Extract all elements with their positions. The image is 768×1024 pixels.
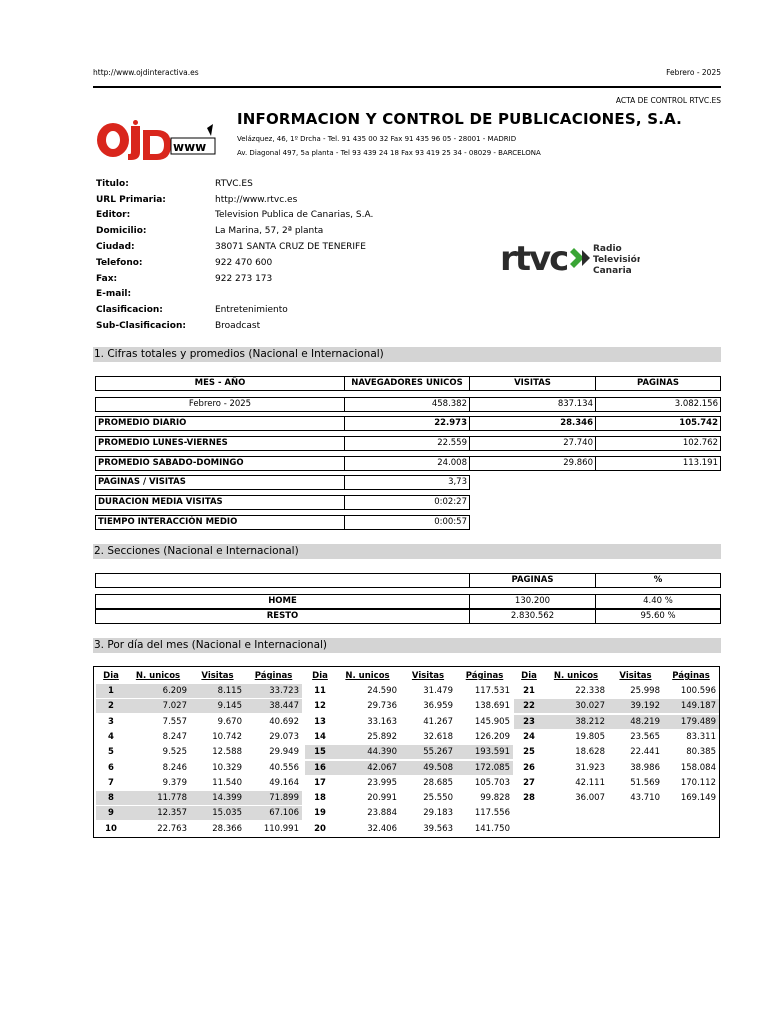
metric-label: TIEMPO INTERACCIÓN MEDIO [95, 515, 345, 530]
month-cell: 3.082.156 [595, 397, 721, 412]
day-value: 49.164 [269, 777, 299, 788]
day-value: 41.267 [423, 716, 453, 727]
day-value: 10.742 [212, 731, 242, 742]
info-label: Clasificacion: [96, 305, 163, 316]
day-value: 38.986 [630, 762, 660, 773]
day-value: 38.447 [245, 699, 302, 713]
day-value: 83.311 [686, 731, 716, 742]
day-value: 36.959 [423, 701, 453, 712]
info-label: URL Primaria: [96, 194, 166, 205]
column-header: VISITAS [469, 376, 596, 391]
info-label: Titulo: [96, 178, 129, 189]
info-value: 922 273 173 [215, 273, 273, 284]
day-value: 28.685 [423, 777, 453, 788]
day-value: 9.145 [190, 699, 245, 713]
day-value: 29.949 [269, 747, 299, 758]
day-number: 28 [523, 793, 535, 804]
day-value: 193.591 [456, 745, 513, 759]
day-value: 33.163 [367, 716, 397, 727]
average-cell: 28.346 [469, 416, 596, 431]
day-number: 13 [314, 716, 326, 727]
day-column-header: Visitas [619, 671, 652, 681]
section-cell: 4.40 % [595, 594, 721, 609]
info-row [96, 271, 373, 287]
info-value: 38071 SANTA CRUZ DE TENERIFE [215, 242, 366, 253]
day-value: 110.991 [263, 823, 299, 834]
day-value: 25.550 [423, 793, 453, 804]
column-header [95, 573, 470, 588]
metric-value: 0:00:57 [344, 515, 470, 530]
svg-text:rtvc: rtvc [500, 239, 568, 278]
day-value: 117.531 [474, 686, 510, 696]
day-number: 6 [108, 762, 114, 773]
day-value: 6.209 [126, 684, 190, 698]
svg-text:Canaria: Canaria [593, 266, 632, 276]
average-cell: PROMEDIO LUNES-VIERNES [95, 436, 345, 451]
info-row [96, 255, 373, 271]
ojd-logo [95, 120, 220, 164]
day-value: 80.385 [686, 747, 716, 758]
day-value: 22.763 [157, 823, 187, 834]
info-value: Television Publica de Canarias, S.A. [215, 210, 374, 221]
day-column-header: Páginas [672, 671, 710, 681]
info-row [96, 287, 373, 303]
day-value: 40.556 [269, 762, 299, 773]
day-value: 7.557 [162, 716, 187, 727]
day-value: 25.892 [367, 731, 397, 742]
day-number: 19 [314, 808, 326, 819]
day-value: 20.991 [367, 793, 397, 804]
day-value: 149.187 [663, 699, 719, 713]
info-row [96, 208, 373, 224]
day-value: 29.073 [269, 731, 299, 742]
day-column-header: Visitas [411, 671, 445, 681]
day-value: 42.111 [575, 777, 605, 788]
day-number: 27 [523, 777, 535, 788]
day-number: 18 [314, 793, 326, 804]
info-label: Domicilio: [96, 226, 147, 237]
day-value: 40.692 [269, 716, 299, 727]
day-value: 14.399 [190, 791, 245, 805]
day-value: 28.366 [212, 823, 242, 834]
day-number: 7 [108, 777, 114, 788]
day-value: 18.628 [575, 747, 605, 758]
day-value: 44.390 [335, 745, 400, 759]
day-value: 31.923 [575, 762, 605, 773]
day-value: 12.357 [126, 806, 190, 820]
day-value: 55.267 [400, 745, 456, 759]
day-value: 172.085 [456, 761, 513, 775]
day-column-header: Dia [312, 671, 328, 681]
day-value: 36.007 [575, 793, 605, 804]
column-header: MES - AÑO [95, 376, 345, 391]
day-value: 11.540 [212, 777, 242, 788]
day-value: 9.379 [162, 777, 187, 788]
day-number: 25 [523, 747, 535, 758]
day-value: 126.209 [474, 731, 510, 742]
section-2-title: 2. Secciones (Nacional e Internacional) [93, 544, 721, 559]
column-header: PAGINAS [469, 573, 596, 588]
company-name: INFORMACION Y CONTROL DE PUBLICACIONES, S.A. [237, 110, 683, 128]
day-number: 23 [514, 715, 544, 729]
day-value: 158.084 [680, 762, 716, 773]
day-value: 7.027 [126, 699, 190, 713]
day-number: 11 [314, 686, 326, 696]
day-number: 10 [105, 823, 117, 834]
day-column-header: Páginas [254, 671, 293, 681]
info-row [96, 223, 373, 239]
metric-label: DURACION MEDIA VISITAS [95, 495, 345, 510]
day-value: 170.112 [680, 777, 716, 788]
day-number: 5 [108, 747, 114, 758]
day-column-header: Dia [103, 671, 119, 681]
day-value: 31.479 [423, 686, 453, 696]
average-cell: 113.191 [595, 456, 721, 471]
day-value: 29.183 [423, 808, 453, 819]
metric-value: 3,73 [344, 475, 470, 490]
day-value: 22.441 [630, 747, 660, 758]
day-number: 22 [514, 699, 544, 713]
column-header: PAGINAS [595, 376, 721, 391]
info-label: Editor: [96, 210, 131, 221]
day-value: 51.569 [630, 777, 660, 788]
day-column-header: Visitas [201, 671, 234, 681]
day-value: 38.212 [544, 715, 608, 729]
day-value: 145.905 [474, 716, 510, 727]
info-value: Entretenimiento [215, 305, 288, 316]
metric-value: 0:02:27 [344, 495, 470, 510]
day-number: 26 [523, 762, 535, 773]
day-value: 8.247 [162, 731, 187, 742]
day-number: 21 [523, 686, 535, 696]
average-cell: 27.740 [469, 436, 596, 451]
day-value: 8.115 [190, 684, 245, 698]
day-value: 179.489 [663, 715, 719, 729]
day-column-header: N. unicos [345, 671, 390, 681]
day-value: 10.329 [212, 762, 242, 773]
average-cell: 22.559 [344, 436, 470, 451]
day-value: 15.035 [190, 806, 245, 820]
day-value: 32.406 [367, 823, 397, 834]
day-value: 48.219 [608, 715, 663, 729]
day-column-header: N. unicos [553, 671, 599, 681]
rtvc-logo [500, 238, 640, 282]
acta-label: ACTA DE CONTROL RTVC.ES [615, 96, 721, 105]
day-value: 29.736 [367, 701, 397, 712]
day-value: 24.590 [367, 686, 397, 696]
info-label: E-mail: [96, 289, 132, 300]
day-number: 24 [523, 731, 535, 742]
section-3-title: 3. Por día del mes (Nacional e Internacional) [93, 638, 721, 653]
day-value: 32.618 [423, 731, 453, 742]
average-cell: 22.973 [344, 416, 470, 431]
day-number: 9 [96, 806, 126, 820]
day-value: 39.192 [608, 699, 663, 713]
info-row [96, 192, 373, 208]
day-number: 20 [314, 823, 326, 834]
month-cell: 458.382 [344, 397, 470, 412]
day-value: 19.805 [575, 731, 605, 742]
average-cell: 24.008 [344, 456, 470, 471]
average-cell: PROMEDIO SABADO-DOMINGO [95, 456, 345, 471]
day-value: 99.828 [480, 793, 510, 804]
section-cell: 95.60 % [595, 609, 721, 624]
day-number: 1 [96, 684, 126, 698]
day-value: 141.750 [474, 823, 510, 834]
company-address-barcelona: Av. Diagonal 497, 5a planta - Tel 93 439 24 18 Fax 93 419 25 34 - 08029 - BARCELONA [237, 149, 541, 157]
header-date: Febrero - 2025 [666, 68, 721, 77]
day-column-header: Dia [521, 671, 537, 681]
day-value: 30.027 [544, 699, 608, 713]
section-1-title: 1. Cifras totales y promedios (Nacional e Internacional) [93, 347, 721, 362]
day-value: 169.149 [680, 793, 716, 804]
average-cell: PROMEDIO DIARIO [95, 416, 345, 431]
day-value: 42.067 [335, 761, 400, 775]
info-row [96, 239, 373, 255]
day-number: 15 [305, 745, 335, 759]
section-cell: 130.200 [469, 594, 596, 609]
info-value: http://www.rtvc.es [215, 194, 298, 205]
section-cell: RESTO [95, 609, 470, 624]
day-value: 23.884 [367, 808, 397, 819]
day-value: 25.998 [630, 686, 660, 696]
average-cell: 102.762 [595, 436, 721, 451]
day-number: 17 [314, 777, 326, 788]
day-value: 105.703 [474, 777, 510, 788]
day-value: 11.778 [126, 791, 190, 805]
day-value: 9.670 [217, 716, 242, 727]
day-value: 9.525 [162, 747, 187, 758]
info-value: La Marina, 57, 2ª planta [215, 226, 324, 237]
info-row [96, 176, 373, 192]
day-value: 138.691 [474, 701, 510, 712]
info-label: Fax: [96, 273, 118, 284]
month-cell: Febrero - 2025 [95, 397, 345, 412]
section-cell: 2.830.562 [469, 609, 596, 624]
day-value: 39.563 [423, 823, 453, 834]
info-row [96, 318, 373, 334]
svg-text:Radio: Radio [593, 244, 622, 254]
day-number: 4 [108, 731, 114, 742]
header-divider [93, 86, 721, 88]
day-number: 2 [96, 699, 126, 713]
metric-label: PAGINAS / VISITAS [95, 475, 345, 490]
section-cell: HOME [95, 594, 470, 609]
day-value: 71.899 [245, 791, 302, 805]
day-value: 33.723 [245, 684, 302, 698]
day-column-header: N. unicos [135, 671, 181, 681]
day-value: 117.556 [474, 808, 510, 819]
info-label: Ciudad: [96, 242, 135, 253]
day-value: 67.106 [245, 806, 302, 820]
day-value: 43.710 [630, 793, 660, 804]
day-value: 49.508 [400, 761, 456, 775]
day-value: 23.995 [367, 777, 397, 788]
info-row [96, 302, 373, 318]
info-value: 922 470 600 [215, 257, 273, 268]
day-number: 3 [108, 716, 114, 727]
average-cell: 29.860 [469, 456, 596, 471]
day-number: 14 [314, 731, 326, 742]
day-number: 12 [314, 701, 326, 712]
month-cell: 837.134 [469, 397, 596, 412]
info-label: Telefono: [96, 257, 143, 268]
column-header: NAVEGADORES UNICOS [344, 376, 470, 391]
info-label: Sub-Clasificacion: [96, 321, 186, 332]
media-info [96, 176, 373, 334]
company-address-madrid: Velázquez, 46, 1º Drcha - Tel. 91 435 00 32 Fax 91 435 96 05 - 28001 - MADRID [237, 135, 517, 143]
day-value: 8.246 [162, 762, 187, 773]
column-header: % [595, 573, 721, 588]
day-value: 23.565 [630, 731, 660, 742]
svg-text:www: www [173, 140, 207, 154]
header-url: http://www.ojdinteractiva.es [93, 68, 199, 77]
info-value: Broadcast [215, 321, 261, 332]
average-cell: 105.742 [595, 416, 721, 431]
day-number: 8 [96, 791, 126, 805]
day-column-header: Páginas [465, 671, 504, 681]
info-value: RTVC.ES [215, 178, 253, 189]
day-value: 100.596 [680, 686, 716, 696]
day-value: 22.338 [575, 686, 605, 696]
day-number: 16 [305, 761, 335, 775]
svg-text:Televisión: Televisión [593, 255, 640, 265]
day-value: 12.588 [212, 747, 242, 758]
